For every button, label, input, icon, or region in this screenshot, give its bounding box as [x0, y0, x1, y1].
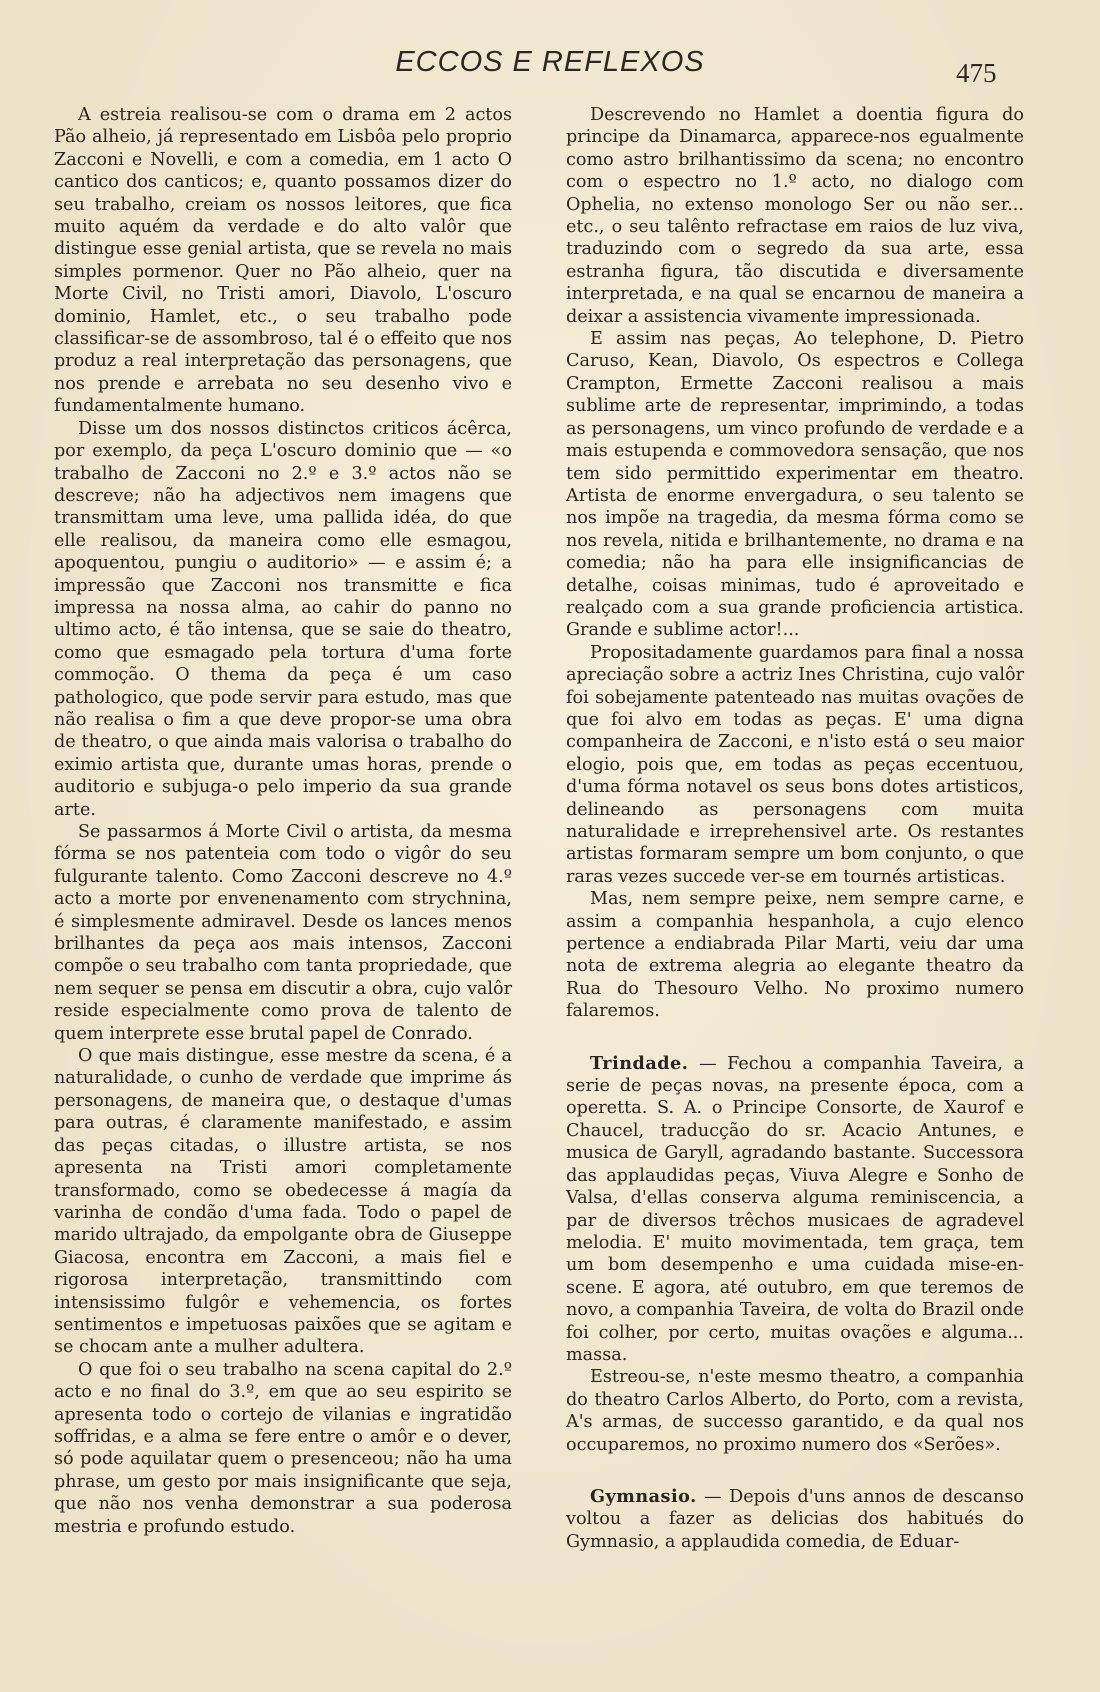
section-text: — Fechou a companhia Taveira, a serie de peças novas, na presente época, com a operetta. S. A. o Principe Consorte, de Xaurof e Chaucel, traducção do sr. Acacio Antunes, e musica de Garyll, agradando bastante. Successora das applaudidas peças, Viuva Alegre e Sonho de Valsa, d'ellas conserva alguma reminiscencia, a par de diversos trêchos musicaes de agradevel melodia. E' muito movimentada, tem graça, tem um bom desempenho e uma cuidada mise-en-scene. E agora, até outubro, em que teremos de novo, a companhia Taveira, de volta do Brazil onde foi colher, por certo, muitas ovações e alguma... massa. [566, 1053, 1024, 1365]
paragraph: Disse um dos nossos distinctos criticos ácêrca, por exemplo, da peça L'oscuro dominio que — «o trabalho de Zacconi no 2.º e 3.º actos não se descreve; não ha adjectivos nem imagens que transmittam uma leve, uma pallida idéa, do que elle realisou, da maneira como elle esmagou, apoquentou, pungiu o auditorio» — e assim é; a impressão que Zacconi nos transmitte e fica impressa na nossa alma, ao cahir do panno no ultimo acto, é tão intensa, que se saie do theatro, como que esmagado pela tortura d'uma forte commoção. O thema da peça é um caso pathologico, que pode servir para estudo, mas que não realisa o fim a que deve propor-se uma obra de theatro, o que ainda mais valorisa o trabalho do eximio artista que, durante umas horas, prende o auditorio e subjuga-o pelo imperio da sua grande arte. [54, 418, 512, 820]
paragraph: Estreou-se, n'este mesmo theatro, a companhia do theatro Carlos Alberto, do Porto, com a revista, A's armas, de successo garantido, e da qual nos occuparemos, no proximo numero dos «Serões». [566, 1367, 1024, 1455]
running-head-title: ECCOS E REFLEXOS [395, 46, 705, 78]
paragraph: O que foi o seu trabalho na scena capital do 2.º acto e no final do 3.º, em que ao seu espirito se apresenta todo o cortejo de vilanias e ingratidão soffridas, e a alma se fere entre o amôr e o dever, só pode aquilatar quem o presenceou; não ha uma phrase, um gesto por mais insignificante que seja, que não nos venha demonstrar a sua poderosa mestria e profundo estudo. [54, 1359, 512, 1537]
paragraph: Descrevendo no Hamlet a doentia figura do principe da Dinamarca, apparece-nos egualmente como astro brilhantissimo da scena; no encontro com o espectro no 1.º acto, no dialogo com Ophelia, no extenso monologo Ser ou não ser... etc., o seu talênto refractase em raios de luz viva, traduzindo com o segredo da sua arte, essa estranha figura, tão discutida e diversamente interpretada, e na qual se encarnou de maneira a deixar a assistencia vivamente impressionada. [566, 105, 1024, 327]
paragraph: Propositadamente guardamos para final a nossa apreciação sobre a actriz Ines Christina, cujo valôr foi sobejamente patenteado nas muitas ovações de que foi alvo em todas as peças. E' uma digna companheira de Zacconi, e n'isto está o seu maior elogio, pois que, em todas as peças eccentuou, d'uma fórma notavel os seus bons dotes artisticos, delineando as personagens com muita naturalidade e irreprehensivel arte. Os restantes artistas formaram sempre um bom conjunto, o que raras vezes succede ver-se em tournés artisticas. [566, 642, 1024, 887]
left-column [54, 104, 512, 1538]
section-gymnasio [566, 1486, 1024, 1553]
paragraph: E assim nas peças, Ao telephone, D. Pietro Caruso, Kean, Diavolo, Os espectros e Collega Crampton, Ermette Zacconi realisou a mais sublime arte de representar, imprimindo, a todas as personagens, um vinco profundo de verdade e a mais estupenda e commovedora sensação, que nos tem sido permittido experimentar em theatro. Artista de enorme envergadura, o seu talento se nos impõe na tragedia, da mesma fórma como se nos revela, nitida e brilhantemente, no drama e na comedia; não ha para elle insignificancias de detalhe, coisas minimas, tudo é aproveitado e realçado com a sua grande proficiencia artistica. Grande e sublime actor!... [566, 329, 1024, 641]
page-number: 475 [956, 58, 997, 88]
section-trindade [566, 1053, 1024, 1367]
right-column [566, 104, 1024, 1553]
paragraph: Mas, nem sempre peixe, nem sempre carne, e assim a companhia hespanhola, a cujo elenco pertence a endiabrada Pilar Marti, veiu dar uma nota de extrema alegria ao elegante theatro da Rua do Thesouro Velho. No proximo numero falaremos. [566, 889, 1024, 1022]
section-title-trindade: Trindade. [590, 1052, 689, 1074]
section-title-gymnasio: Gymnasio. [590, 1485, 697, 1507]
paragraph: Se passarmos á Morte Civil o artista, da mesma fórma se nos patenteia com todo o vigôr do seu fulgurante talento. Como Zacconi descreve no 4.º acto a morte por envenenamento com strychnina, é simplesmente admiravel. Desde os lances menos brilhantes da peça aos mais intensos, Zacconi compõe o seu trabalho com tanta propriedade, que nem sequer se pensa em discutir a obra, cujo valôr reside especialmente como prova de talento de quem interprete esse brutal papel de Conrado. [54, 822, 512, 1044]
section-text: — Depois d'uns annos de descanso voltou a fazer as delicias dos habitués do Gymnasio, a applaudida comedia, de Eduar- [566, 1486, 1024, 1552]
paragraph: O que mais distingue, esse mestre da scena, é a naturalidade, o cunho de verdade que imprime ás personagens, de maneira que, o destaque d'umas para outras, é claramente manifestado, e assim das peças citadas, o illustre artista, se nos apresenta na Tristi amori completamente transformado, como se obedecesse á magía da varinha de condão d'uma fada. Todo o papel de marido ultrajado, da empolgante obra de Giuseppe Giacosa, encontra em Zacconi, a mais fiel e rigorosa interpretação, transmittindo com intensissimo fulgôr e vehemencia, os fortes sentimentos e impetuosas paixões que se agitam e se chocam ante a mulher adultera. [54, 1046, 512, 1358]
paragraph: A estreia realisou-se com o drama em 2 actos Pão alheio, já representado em Lisbôa pelo proprio Zacconi e Novelli, e com a comedia, em 1 acto O cantico dos canticos; e, quanto possamos dizer do seu trabalho, creiam os nossos leitores, que fica muito aquém da verdade e do alto valôr que distingue esse genial artista, que se revela no mais simples pormenor. Quer no Pão alheio, quer na Morte Civil, no Tristi amori, Diavolo, L'oscuro dominio, Hamlet, etc., o seu trabalho pode classificar-se de assombroso, tal é o effeito que nos produz a real interpretação das personagens, que nos prende e arrebata no seu desenho vivo e fundamentalmente humano. [54, 105, 513, 417]
